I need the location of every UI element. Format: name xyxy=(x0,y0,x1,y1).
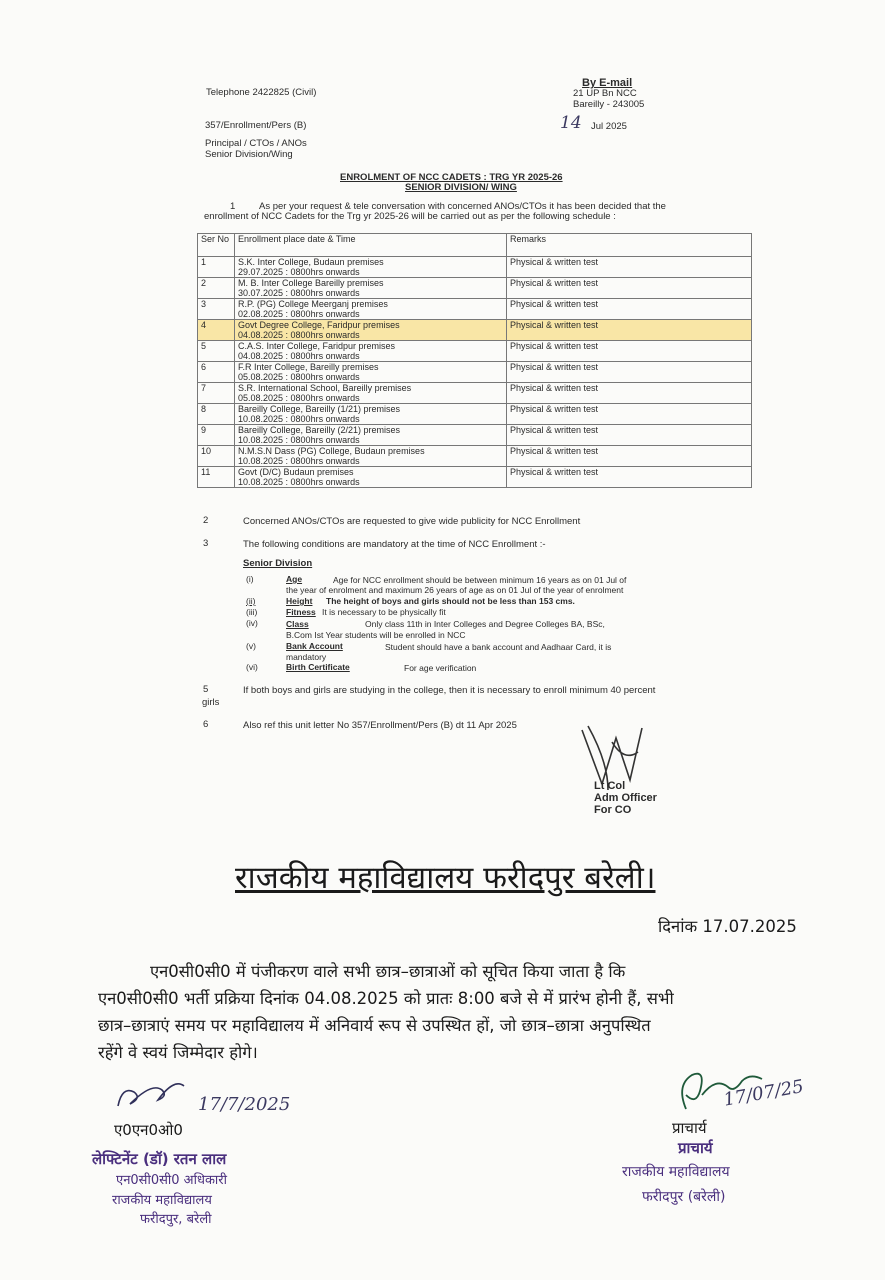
table-row xyxy=(198,278,752,299)
header-ser-no: Ser No xyxy=(198,234,235,257)
place-time xyxy=(235,446,507,467)
principal-signature-date: 17/07/25 xyxy=(722,1075,806,1111)
place-time xyxy=(235,257,507,278)
condition-v-text1: Student should have a bank account and Aadhaar Card, it is xyxy=(385,642,612,652)
principal-typed-label: प्राचार्य xyxy=(672,1119,707,1137)
ser-no: 4 xyxy=(198,320,235,341)
time: 04.08.2025 : 0800hrs onwards xyxy=(238,330,360,340)
header-place: Enrollment place date & Time xyxy=(235,234,507,257)
ser-no: 9 xyxy=(198,425,235,446)
place: Bareilly College, Bareilly (2/21) premises xyxy=(238,425,401,435)
table-row xyxy=(198,425,752,446)
para2-number: 2 xyxy=(203,515,209,526)
condition-vi-label: Birth Certificate xyxy=(286,662,350,672)
principal-stamp-college: राजकीय महाविद्यालय xyxy=(622,1164,730,1180)
notice-body-line3: छात्र–छात्राएं समय पर महाविद्यालय में अनिवार्य रूप से उपस्थित हों, जो छात्र–छात्रा अनुपस्थित xyxy=(98,1016,651,1035)
condition-vi-text: For age verification xyxy=(404,663,477,673)
condition-i-text2: the year of enrolment and maximum 26 years of age as on 01 Jul of the year of enrolment xyxy=(286,585,624,595)
table-row xyxy=(198,257,752,278)
enrollment-schedule-table xyxy=(197,233,752,488)
ano-typed-label: ए0एन0ओ0 xyxy=(114,1121,183,1139)
ser-no: 2 xyxy=(198,278,235,299)
place-time xyxy=(235,404,507,425)
place-time xyxy=(235,320,507,341)
header-remarks: Remarks xyxy=(507,234,752,257)
place-time xyxy=(235,467,507,488)
remarks: Physical & written test xyxy=(507,404,752,425)
place-time xyxy=(235,383,507,404)
remarks: Physical & written test xyxy=(507,278,752,299)
ser-no: 5 xyxy=(198,341,235,362)
para5-line2: girls xyxy=(202,697,220,708)
time: 02.08.2025 : 0800hrs onwards xyxy=(238,309,360,319)
ser-no: 1 xyxy=(198,257,235,278)
place: Govt Degree College, Faridpur premises xyxy=(238,320,400,330)
notice-body-line4: रहेंगे वे स्वयं जिम्मेदार होगे। xyxy=(98,1043,258,1062)
time: 04.08.2025 : 0800hrs onwards xyxy=(238,351,360,361)
reference-number: 357/Enrollment/Pers (B) xyxy=(205,120,307,131)
by-email-label: By E-mail xyxy=(582,77,633,89)
subject-line2: SENIOR DIVISION/ WING xyxy=(405,182,517,193)
condition-ii-label: Height xyxy=(286,596,313,606)
place: Govt (D/C) Budaun premises xyxy=(238,467,354,477)
table-row xyxy=(198,362,752,383)
time: 29.07.2025 : 0800hrs onwards xyxy=(238,267,360,277)
condition-ii-text: The height of boys and girls should not be less than 153 cms. xyxy=(326,596,575,606)
time: 05.08.2025 : 0800hrs onwards xyxy=(238,393,360,403)
condition-ii-number: (ii) xyxy=(246,596,256,606)
signatory-for-co: For CO xyxy=(594,804,632,816)
subject-line1: ENROLMENT OF NCC CADETS : TRG YR 2025-26 xyxy=(340,172,563,183)
remarks: Physical & written test xyxy=(507,299,752,320)
time: 10.08.2025 : 0800hrs onwards xyxy=(238,435,360,445)
condition-v-label: Bank Account xyxy=(286,641,343,651)
unit-address: Bareilly - 243005 xyxy=(573,99,645,110)
remarks: Physical & written test xyxy=(507,320,752,341)
table-row xyxy=(198,467,752,488)
letter-date: Jul 2025 xyxy=(591,121,627,132)
place: M. B. Inter College Bareilly premises xyxy=(238,278,384,288)
condition-iv-text1: Only class 11th in Inter Colleges and Degree Colleges BA, BSc, xyxy=(365,619,605,629)
place: F.R Inter College, Bareilly premises xyxy=(238,362,379,372)
condition-i-text1: Age for NCC enrollment should be between minimum 16 years as on 01 Jul of xyxy=(333,575,627,585)
place: S.R. International School, Bareilly premises xyxy=(238,383,412,393)
ser-no: 6 xyxy=(198,362,235,383)
condition-v-number: (v) xyxy=(246,641,256,651)
condition-iv-text2: B.Com Ist Year students will be enrolled in NCC xyxy=(286,630,466,640)
remarks: Physical & written test xyxy=(507,446,752,467)
place: Bareilly College, Bareilly (1/21) premises xyxy=(238,404,401,414)
remarks: Physical & written test xyxy=(507,341,752,362)
condition-vi-number: (vi) xyxy=(246,662,258,672)
ano-stamp-college: राजकीय महाविद्यालय xyxy=(112,1193,212,1208)
remarks: Physical & written test xyxy=(507,467,752,488)
ser-no: 3 xyxy=(198,299,235,320)
condition-i-label: Age xyxy=(286,574,303,584)
condition-v-text2: mandatory xyxy=(286,652,327,662)
signatory-rank: Lt Col xyxy=(594,780,626,792)
place-time xyxy=(235,425,507,446)
time: 05.08.2025 : 0800hrs onwards xyxy=(238,372,360,382)
place-time xyxy=(235,362,507,383)
addressee-line2: Senior Division/Wing xyxy=(205,149,293,160)
para1-number: 1 xyxy=(230,201,236,212)
senior-division-heading: Senior Division xyxy=(243,558,313,569)
ser-no: 11 xyxy=(198,467,235,488)
para1-line1: As per your request & tele conversation with concerned ANOs/CTOs it has been decided that the xyxy=(259,201,666,212)
remarks: Physical & written test xyxy=(507,362,752,383)
para3-text: The following conditions are mandatory at the time of NCC Enrollment :- xyxy=(243,539,546,550)
time: 10.08.2025 : 0800hrs onwards xyxy=(238,477,360,487)
place: S.K. Inter College, Budaun premises xyxy=(238,257,384,267)
remarks: Physical & written test xyxy=(507,383,752,404)
para3-number: 3 xyxy=(203,538,209,549)
condition-iv-number: (iv) xyxy=(246,618,258,628)
ano-stamp-designation: एन0सी0सी0 अधिकारी xyxy=(116,1173,227,1188)
para6-number: 6 xyxy=(203,719,209,730)
handwritten-day: 14 xyxy=(560,113,582,133)
condition-iii-label: Fitness xyxy=(286,607,316,617)
ser-no: 8 xyxy=(198,404,235,425)
notice-date: दिनांक 17.07.2025 xyxy=(658,917,797,936)
para1-line2: enrollment of NCC Cadets for the Trg yr 2025-26 will be carried out as per the following schedule : xyxy=(204,211,616,222)
notice-body-line1: एन0सी0सी0 में पंजीकरण वाले सभी छात्र–छात्राओं को सूचित किया जाता है कि xyxy=(150,962,626,981)
remarks: Physical & written test xyxy=(507,257,752,278)
principal-stamp-place: फरीदपुर (बरेली) xyxy=(642,1189,726,1205)
place-time xyxy=(235,341,507,362)
ano-stamp-place: फरीदपुर, बरेली xyxy=(140,1212,212,1227)
ano-stamp-name: लेफ्टिनेंट (डॉ) रतन लाल xyxy=(92,1150,227,1168)
unit-name: 21 UP Bn NCC xyxy=(573,88,637,99)
table-header-row xyxy=(198,234,752,257)
ano-signature xyxy=(112,1072,192,1112)
table-row xyxy=(198,404,752,425)
signatory-appointment: Adm Officer xyxy=(594,792,657,804)
para2-text: Concerned ANOs/CTOs are requested to give wide publicity for NCC Enrollment xyxy=(243,516,581,527)
table-row xyxy=(198,341,752,362)
place: R.P. (PG) College Meerganj premises xyxy=(238,299,388,309)
ano-signature-date: 17/7/2025 xyxy=(198,1094,291,1115)
college-heading: राजकीय महाविद्यालय फरीदपुर बरेली। xyxy=(235,860,656,896)
condition-iv-label: Class xyxy=(286,619,309,629)
para5-number: 5 xyxy=(203,684,209,695)
place-time xyxy=(235,278,507,299)
addressee-line1: Principal / CTOs / ANOs xyxy=(205,138,307,149)
table-row xyxy=(198,446,752,467)
place-time xyxy=(235,299,507,320)
ser-no: 7 xyxy=(198,383,235,404)
table-row-highlighted xyxy=(198,320,752,341)
time: 10.08.2025 : 0800hrs onwards xyxy=(238,414,360,424)
principal-stamp-title: प्राचार्य xyxy=(678,1139,713,1157)
time: 30.07.2025 : 0800hrs onwards xyxy=(238,288,360,298)
ser-no: 10 xyxy=(198,446,235,467)
condition-i-number: (i) xyxy=(246,574,254,584)
place: C.A.S. Inter College, Faridpur premises xyxy=(238,341,396,351)
notice-body-line2: एन0सी0सी0 भर्ती प्रक्रिया दिनांक 04.08.2025 को प्रातः 8:00 बजे से में प्रारंभ होनी हैं, सभी xyxy=(98,989,674,1008)
condition-iii-number: (iii) xyxy=(246,607,258,617)
telephone: Telephone 2422825 (Civil) xyxy=(206,87,317,98)
remarks: Physical & written test xyxy=(507,425,752,446)
para6-text: Also ref this unit letter No 357/Enrollment/Pers (B) dt 11 Apr 2025 xyxy=(243,720,517,731)
table-row xyxy=(198,299,752,320)
place: N.M.S.N Dass (PG) College, Budaun premises xyxy=(238,446,425,456)
time: 10.08.2025 : 0800hrs onwards xyxy=(238,456,360,466)
condition-iii-text: It is necessary to be physically fit xyxy=(322,607,446,617)
para5-line1: If both boys and girls are studying in the college, then it is necessary to enroll minimum 40 percent xyxy=(243,685,656,696)
table-row xyxy=(198,383,752,404)
